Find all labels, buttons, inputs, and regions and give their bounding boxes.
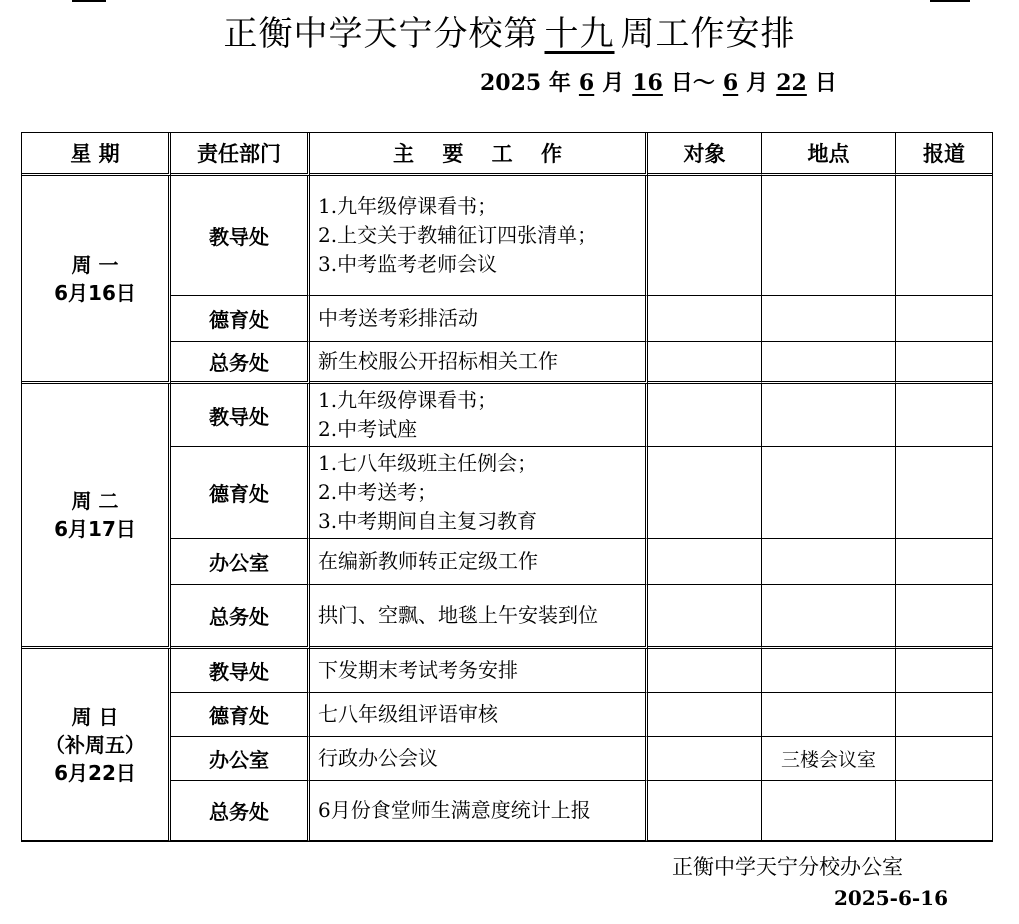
header-report: 报道: [896, 133, 992, 176]
dept-cell: 教导处: [171, 176, 310, 296]
report-cell: [896, 176, 992, 296]
schedule-body: [22, 176, 992, 841]
work-item: 行政办公会议: [318, 746, 438, 770]
title-prefix: 正衡中学天宁分校第: [223, 14, 539, 54]
footer-office: 正衡中学天宁分校办公室: [672, 855, 903, 879]
report-cell: [896, 384, 992, 447]
object-cell: [648, 649, 762, 693]
location-cell: [762, 342, 896, 384]
work-item: 1.七八年级班主任例会；: [318, 451, 538, 475]
dept-cell: 总务处: [171, 342, 310, 384]
work-item: 6月份食堂师生满意度统计上报: [318, 798, 591, 822]
date-day-unit: 日～: [670, 70, 715, 96]
title-week-number: 十九: [544, 14, 615, 54]
work-item: 新生校服公开招标相关工作: [318, 349, 558, 373]
day-cell: [22, 649, 171, 841]
date-end-day: 22: [776, 70, 807, 96]
top-rule-right: [930, 0, 970, 2]
dept-cell: 总务处: [171, 585, 310, 649]
work-item: 3.中考监考老师会议: [318, 252, 498, 276]
footer-date: 2025-6-16: [834, 886, 949, 910]
dept-cell: 德育处: [171, 693, 310, 737]
dept-cell: 教导处: [171, 384, 310, 447]
report-cell: [896, 693, 992, 737]
work-cell: [310, 781, 648, 841]
report-cell: [896, 585, 992, 649]
date-end-month: 6: [722, 70, 739, 96]
location-cell: [762, 649, 896, 693]
report-cell: [896, 737, 992, 781]
header-dept: 责任部门: [171, 133, 310, 176]
header-location: 地点: [762, 133, 896, 176]
top-rule-left: [72, 0, 106, 2]
object-cell: [648, 693, 762, 737]
object-cell: [648, 176, 762, 296]
work-cell: [310, 384, 648, 447]
table-row: [22, 384, 992, 447]
header-work: 主 要 工 作: [310, 133, 648, 176]
report-cell: [896, 781, 992, 841]
work-item: 2.上交关于教辅征订四张清单；: [318, 223, 598, 247]
date-start-day: 16: [632, 70, 663, 96]
location-cell: [762, 447, 896, 539]
title-suffix: 周工作安排: [620, 14, 796, 54]
work-item: 2.中考送考；: [318, 480, 438, 504]
work-item: 2.中考试座: [318, 417, 418, 441]
date-month-unit-2: 月: [746, 70, 769, 96]
header-row: [22, 133, 992, 176]
object-cell: [648, 781, 762, 841]
work-cell: [310, 176, 648, 296]
location-cell: 三楼会议室: [762, 737, 896, 781]
work-cell: [310, 342, 648, 384]
work-item: 拱门、空飘、地毯上午安装到位: [318, 603, 598, 627]
work-item: 在编新教师转正定级工作: [318, 549, 538, 573]
report-cell: [896, 296, 992, 342]
location-cell: [762, 296, 896, 342]
date-start-month: 6: [578, 70, 595, 96]
weekday-label: 周 一: [71, 252, 119, 277]
object-cell: [648, 447, 762, 539]
location-cell: [762, 539, 896, 585]
day-cell: [22, 176, 171, 384]
weekday-note: （补周五）: [45, 732, 145, 757]
object-cell: [648, 737, 762, 781]
work-cell: [310, 296, 648, 342]
table-row: [22, 176, 992, 296]
location-cell: [762, 384, 896, 447]
page-title: [0, 6, 1019, 55]
work-item: 下发期末考试考务安排: [318, 658, 518, 682]
work-cell: [310, 737, 648, 781]
object-cell: [648, 585, 762, 649]
date-range: [480, 66, 837, 97]
dept-cell: 德育处: [171, 296, 310, 342]
object-cell: [648, 384, 762, 447]
work-cell: [310, 649, 648, 693]
location-cell: [762, 176, 896, 296]
report-cell: [896, 447, 992, 539]
work-item: 七八年级组评语审核: [318, 702, 498, 726]
object-cell: [648, 296, 762, 342]
dept-cell: 办公室: [171, 539, 310, 585]
dept-cell: 德育处: [171, 447, 310, 539]
object-cell: [648, 539, 762, 585]
schedule-table: [21, 132, 993, 842]
dept-cell: 总务处: [171, 781, 310, 841]
object-cell: [648, 342, 762, 384]
header-day: 星 期: [22, 133, 171, 176]
dept-cell: 办公室: [171, 737, 310, 781]
work-cell: [310, 585, 648, 649]
location-cell: [762, 693, 896, 737]
date-month-unit-1: 月: [602, 70, 625, 96]
day-cell: [22, 384, 171, 649]
work-cell: [310, 539, 648, 585]
date-year-unit: 年: [548, 70, 571, 96]
day-date: 6月22日: [54, 760, 136, 785]
weekday-label: 周 日: [71, 704, 119, 729]
work-item: 1.九年级停课看书；: [318, 388, 498, 412]
work-item: 中考送考彩排活动: [318, 306, 478, 330]
work-item: 3.中考期间自主复习教育: [318, 509, 538, 533]
report-cell: [896, 649, 992, 693]
report-cell: [896, 342, 992, 384]
work-cell: [310, 447, 648, 539]
location-cell: [762, 585, 896, 649]
location-cell: [762, 781, 896, 841]
date-end-unit: 日: [814, 70, 837, 96]
table-row: [22, 649, 992, 693]
work-item: 1.九年级停课看书；: [318, 194, 498, 218]
header-object: 对象: [648, 133, 762, 176]
report-cell: [896, 539, 992, 585]
date-year: 2025: [480, 70, 542, 96]
dept-cell: 教导处: [171, 649, 310, 693]
work-cell: [310, 693, 648, 737]
weekday-label: 周 二: [71, 489, 119, 513]
day-date: 6月16日: [54, 280, 136, 305]
day-date: 6月17日: [54, 517, 136, 541]
